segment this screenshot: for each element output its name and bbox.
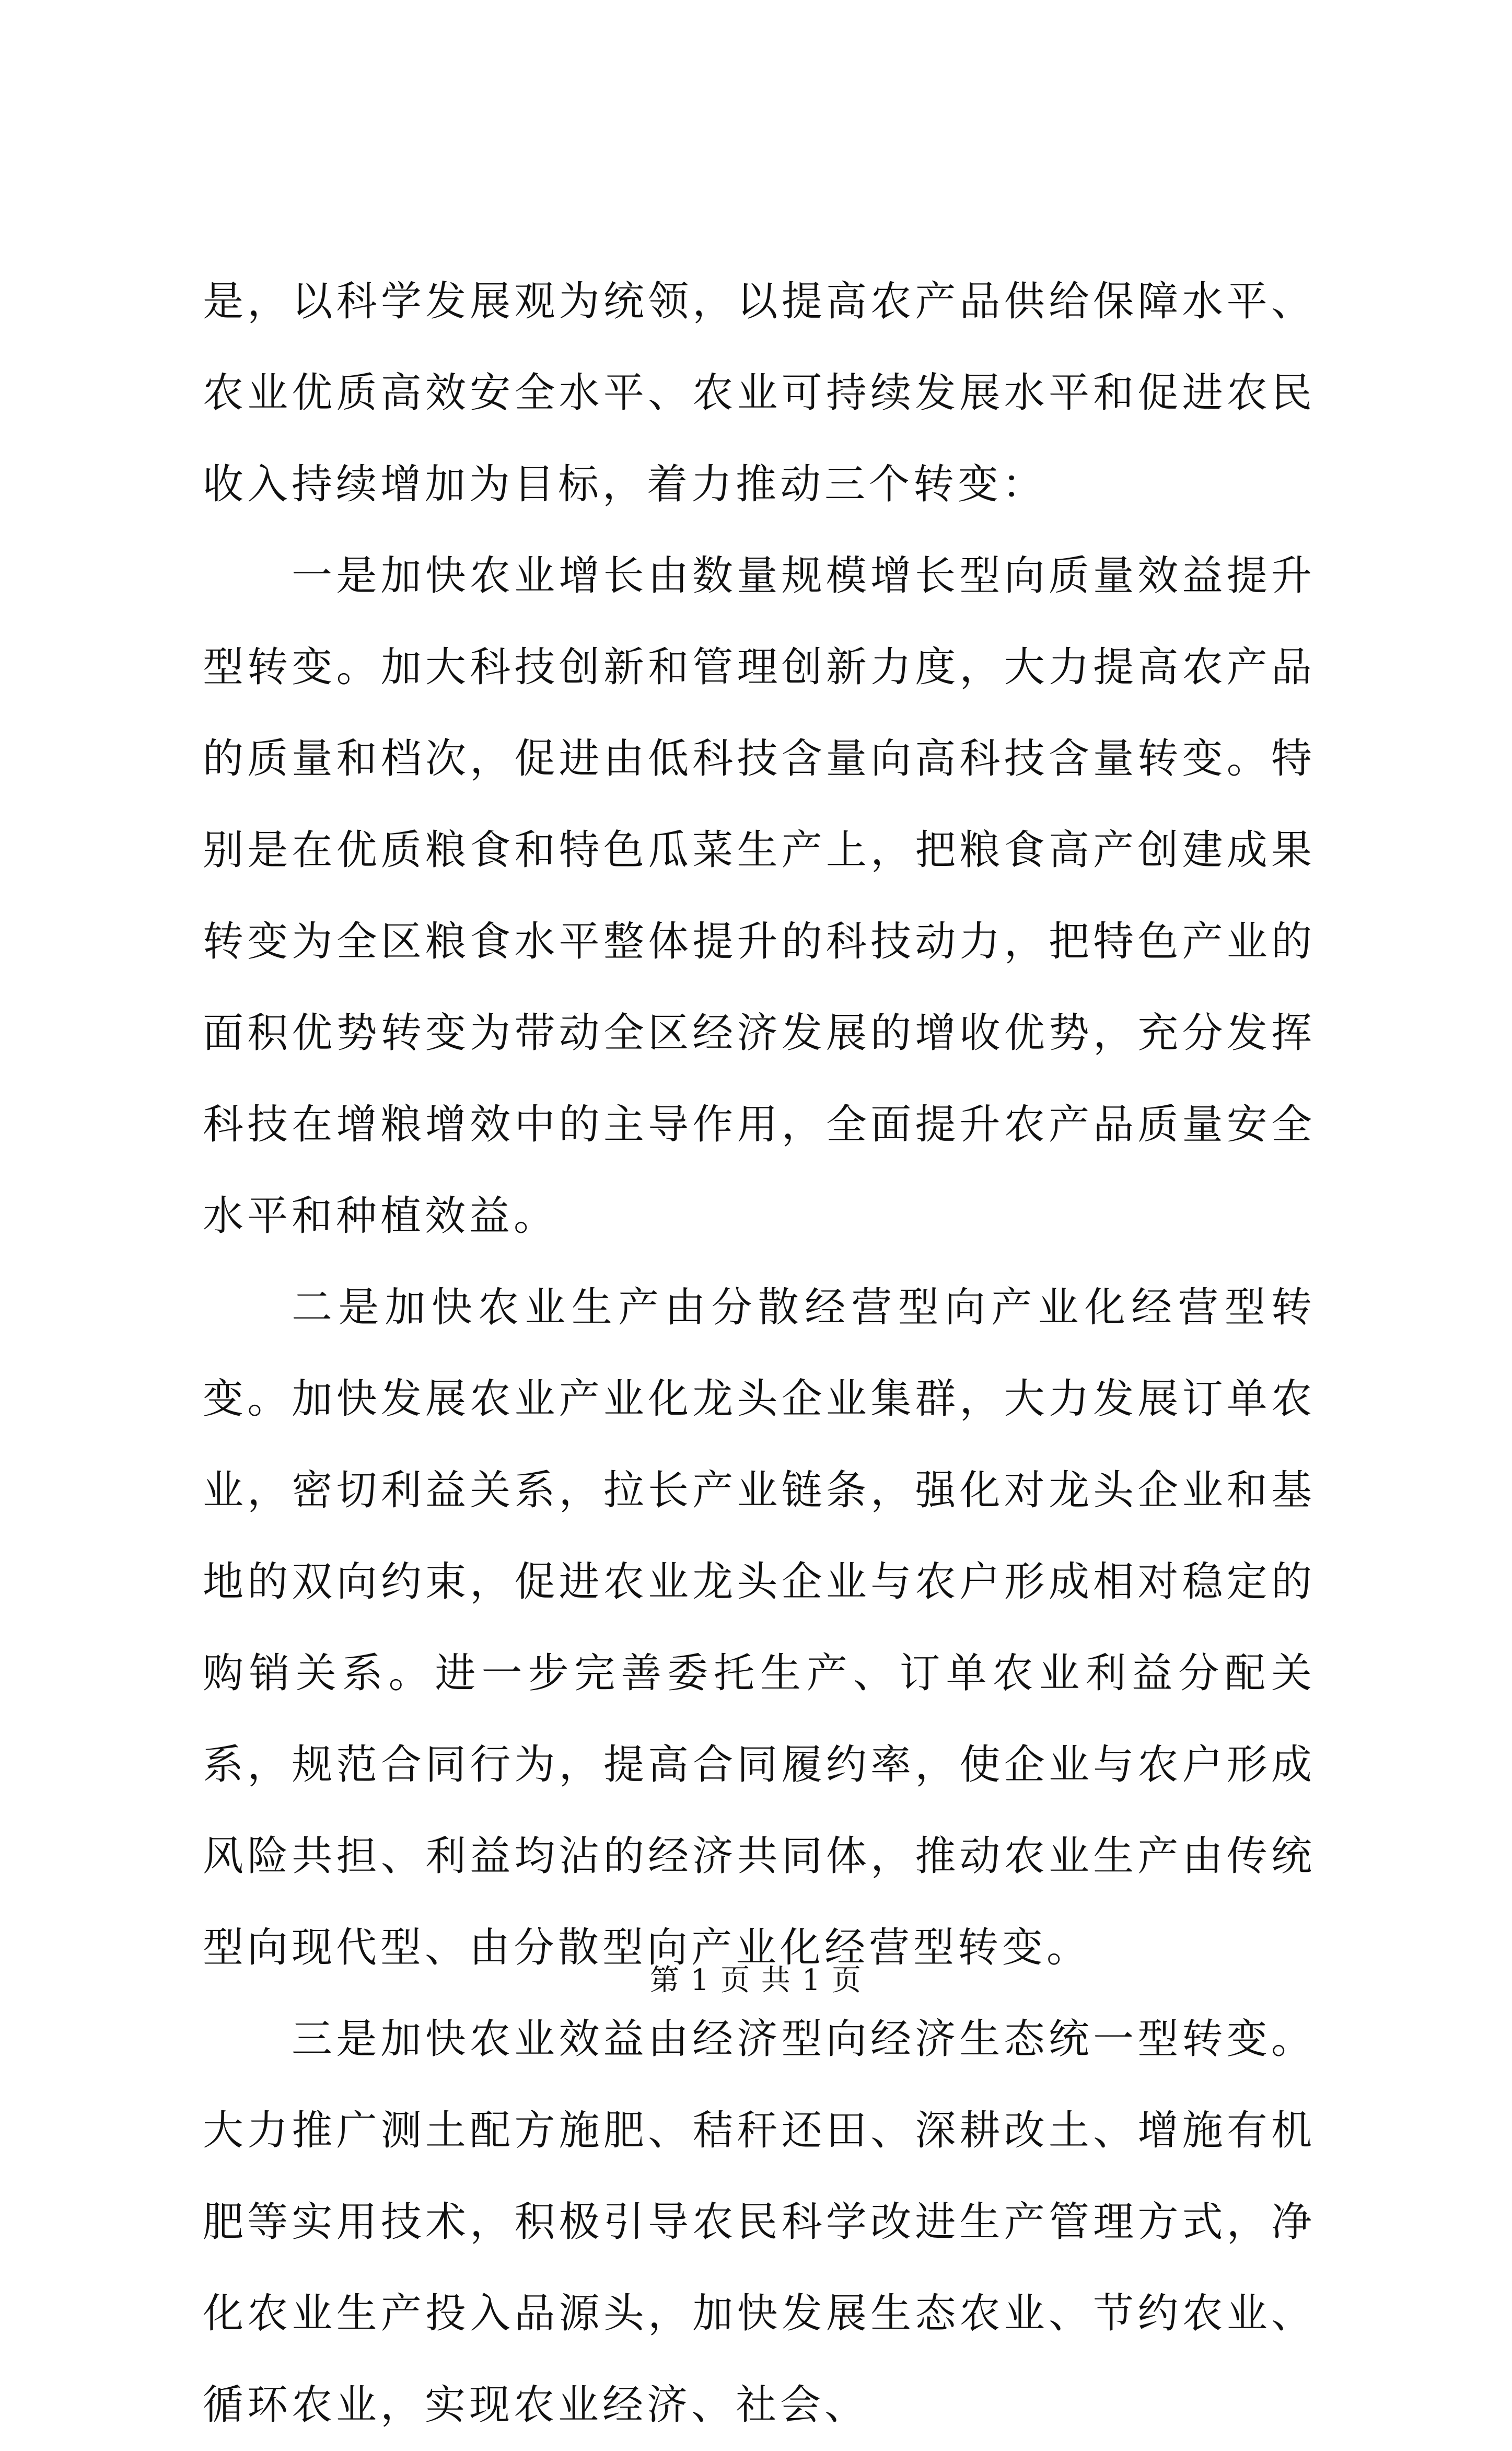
paragraph-point-two: 二是加快农业生产由分散经营型向产业化经营型转变。加快发展农业产业化龙头企业集群，大力发展订单农业，密切利益关系，拉长产业链条，强化对龙头企业和基地的双向约束，促进农业龙头企业与农户形成相对稳定的购销关系。进一步完善委托生产、订单农业利益分配关系，规范合同行为，提高合同履约率，使企业与农户形成风险共担、利益均沾的经济共同体，推动农业生产由传统型向现代型、由分散型向产业化经营型转变。 (203, 1284, 1316, 1971)
paragraph-point-three: 三是加快农业效益由经济型向经济生态统一型转变。大力推广测土配方施肥、秸秆还田、深耕改土、增施有机肥等实用技术，积极引导农民科学改进生产管理方式，净化农业生产投入品源头，加快发展生态农业、节约农业、循环农业，实现农业经济、社会、 (203, 2016, 1316, 2429)
paragraph-continuation: 是，以科学发展观为统领，以提高农产品供给保障水平、农业优质高效安全水平、农业可持续发展水平和促进农民收入持续增加为目标，着力推动三个转变： (203, 278, 1316, 508)
page-number-footer: 第 1 页 共 1 页 (649, 1963, 863, 1997)
paragraph-point-one: 一是加快农业增长由数量规模增长型向质量效益提升型转变。加大科技创新和管理创新力度，大力提高农产品的质量和档次，促进由低科技含量向高科技含量转变。特别是在优质粮食和特色瓜菜生产上，把粮食高产创建成果转变为全区粮食水平整体提升的科技动力，把特色产业的面积优势转变为带动全区经济发展的增收优势，充分发挥科技在增粮增效中的主导作用，全面提升农产品质量安全水平和种植效益。 (203, 552, 1316, 1240)
document-body (203, 256, 1316, 2451)
